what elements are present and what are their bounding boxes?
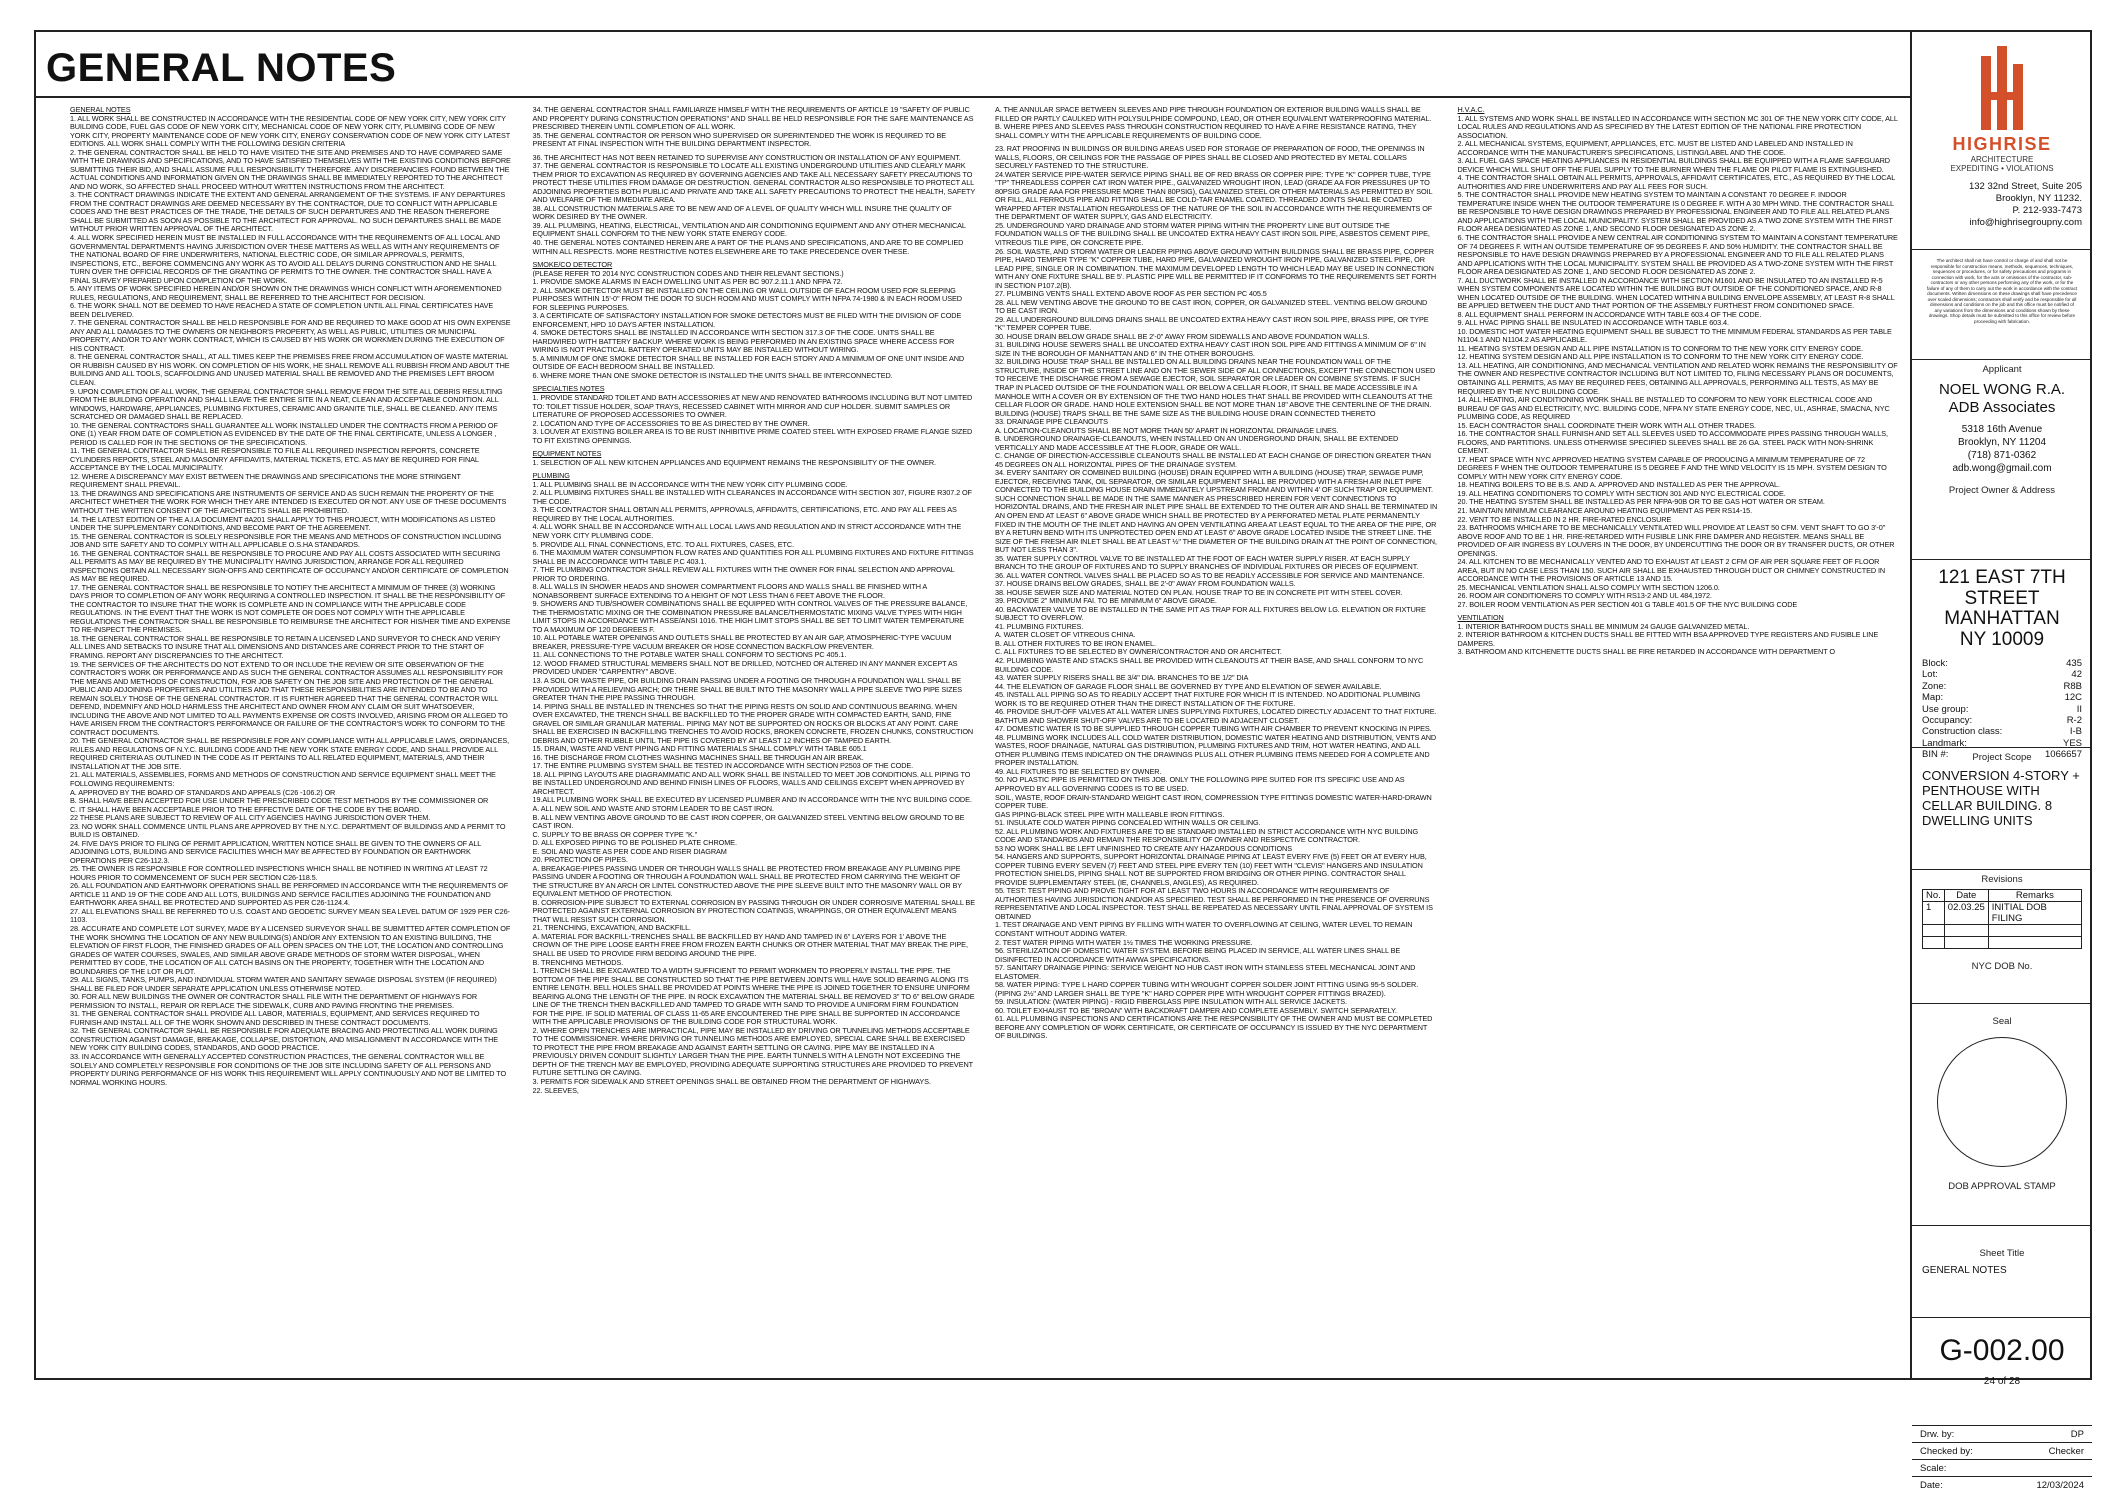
note-paragraph: 5. THE CONTRACTOR SHALL PROVIDE NEW HEATING SYSTEM TO MAINTAIN A CONSTANT 70 DEGREE F. INDOOR TEMPERATURE INSIDE WHEN THE OUTDOOR TEMPERATURE IS 0 DEGREE F. WITH A 30 MPH WIND. THE CONTRACTOR SHALL BE RESPONSIBLE TO HAVE DESIGN DRAWINGS PREPARED BY PROFESSIONAL ENGINEER AND TO FILE ALL RELATED PLANS AND APPLICATIONS WITH THE LOCAL MUNICIPALITY. SYSTEM SHALL BE PROVIDED AS A TWO ZONE SYSTEM WITH THE FIRST FLOOR AREA DESIGNATED AS ZONE 1, AND SECOND FLOOR DESIGNATED AS ZONE 2. (1457, 190, 1894, 234)
drawing-info-rows (1912, 1426, 2092, 1494)
revision-cell (1923, 925, 1945, 937)
notes-column-2 (533, 106, 976, 1370)
project-info-key: Use group: (1922, 703, 1969, 715)
note-paragraph: 16. THE GENERAL CONTRACTOR SHALL BE RESPONSIBLE TO PROCURE AND PAY ALL COSTS ASSOCIATED WITH SECURING ALL PERMITS AS MAY BE REQUIRED BY THE MUNICIPALITY HAVING JURISDICTION, ARRANGE FOR ALL REQUIRED INSPECTIONS OBTAIN ALL NECESSARY SIGN-OFFS AND CERTIFICATE OF OCCUPANCY AND/OR CERTIFICATE OF COMPLETION AS MAY BE REQUIRED. (70, 548, 509, 584)
note-paragraph: B. ALL OTHER FIXTURES TO BE IRON ENAMEL. (995, 638, 1156, 648)
revision-cell (1988, 937, 2081, 949)
note-paragraph: 2. ALL MECHANICAL SYSTEMS, EQUIPMENT, APPLIANCES, ETC. MUST BE LISTED AND LABELED AND INSTALLED IN ACCORDANCE WITH THE MANUFACTURER'S SPECIFICATIONS, LISTING/LABEL AND THE CODE. (1457, 139, 1853, 157)
drawing-info-value: 12/03/2024 (2036, 1480, 2084, 1491)
note-paragraph: 10. DOMESTIC HOT WATER HEATING EQUIPMENT SHALL BE SUBJECT TO THE MINIMUM FEDERAL STANDARDS AS PER TABLE N1104.1 AND N1104.2 AS APPLICABLE. (1457, 326, 1892, 345)
note-paragraph: 2. THE GENERAL CONTRACTOR SHALL BE HELD TO HAVE VISITED THE SITE AND PREMISES AND TO HAVE COMPARED SAME WITH THE DRAWINGS AND SPECIFICATIONS, AND TO HAVE SATISFIED THEMSELVES WITH THE EXISTING CONDITIONS BEFORE SUBMITTING THEIR BID, AND SHALL ASSUME FULL RESPONSIBILITY THEREFORE. ANY DISCREPANCIES FOUND BETWEEN THE ACTUAL CONDITIONS AND INFORMATION GIVEN ON THE DRAWINGS SHALL BE IMMEDIATELY REPORTED TO THE ARCHITECT AND NO WORK, SO AFFECTED SHALL PROCEED WITHOUT WRITTEN INSTRUCTIONS FROM THE ARCHITECT. (70, 147, 511, 191)
note-paragraph: 1. SELECTION OF ALL NEW KITCHEN APPLIANCES AND EQUIPMENT REMAINS THE RESPONSIBILITY OF THE OWNER. (532, 457, 936, 467)
note-paragraph: 13. A SOIL OR WASTE PIPE, OR BUILDING DRAIN PASSING UNDER A FOOTING OR THROUGH A FOUNDATION WALL SHALL BE PROVIDED WITH A RELIEVING ARCH; OR THERE SHALL BE BUILT INTO THE MASONRY WALL A PIPE SLEEVE TWO PIPE SIZES GREATER THAN THE PIPE PASSING THROUGH. (532, 676, 962, 703)
note-paragraph: 39. PROVIDE 2" MINIMUM FAI. TO BE MINIMUM 6" ABOVE GRADE. (995, 596, 1217, 606)
project-address-line: 121 EAST 7TH (1938, 567, 2066, 588)
firm-phone: P. 212-933-7473 (2012, 205, 2082, 217)
note-paragraph: 59. INSULATION: (WATER PIPING) - RIGID FIBERGLASS PIPE INSULATION WITH ALL SERVICE JACKETS. (995, 997, 1347, 1007)
note-paragraph: 7. ALL DUCTWORK SHALL BE INSTALLED IN ACCORDANCE WITH SECTION M1601 AND BE INSULATED TO AN INSTALLED R-5 WHEN SYSTEM COMPONENTS ARE LOCATED WITHIN THE BUILDING BUT OUTSIDE OF THE CONDITIONED SPACE, AND R-8 WHEN LOCATED OUTSIDE OF THE BUILDING. WHEN LOCATED WITHIN A BUILDING ENVELOPE ASSEMBLY, AT LEAST R-8 SHALL BE APPLIED BETWEEN THE DUCT AND THAT PORTION OF THE ASSEMBLY FURTHEST FROM CONDITIONED SPACE. (1457, 275, 1895, 311)
note-paragraph: A. WATER CLOSET OF VITREOUS CHINA. (995, 630, 1136, 640)
project-info-row (1912, 715, 2092, 726)
project-info-key: Construction class: (1922, 726, 2003, 738)
note-paragraph: A. ALL NEW SOIL AND WASTE AND STORM LEADER TO BE CAST IRON. (532, 803, 774, 813)
note-paragraph: 15. DRAIN, WASTE AND VENT PIPING AND FITTING MATERIALS SHALL COMPLY WITH TABLE 605.1 (532, 744, 867, 754)
note-paragraph: 3. BATHROOM AND KITCHENETTE DUCTS SHALL BE FIRE RETARDED IN ACCORDANCE WITH DEPARTMENT O (1457, 647, 1835, 657)
note-paragraph: 58. WATER PIPING: TYPE L HARD COPPER TUBING WITH WROUGHT COPPER SOLDER JOINT FITTING USING 95-5 SOLDER. (PIPING 2½" AND LARGER SHALL BE TYPE "K" HARD COPPER PIPE WITH WROUGHT COPPER FITTINGS BRAZED). (995, 980, 1419, 998)
note-paragraph: B. WHERE PIPES AND SLEEVES PASS THROUGH CONSTRUCTION REQUIRED TO HAVE A FIRE RESISTANCE RATING, THEY SHALL COMPLY WITH THE APPLICABLE REQUIREMENTS OF BUILDING CODE. (995, 122, 1417, 140)
note-paragraph: 5. A MINIMUM OF ONE SMOKE DETECTOR SHALL BE INSTALLED FOR EACH STORY AND A MINIMUM OF ONE UNIT INSIDE AND OUTSIDE OF EACH BEDROOM SHALL BE INSTALLED. (532, 353, 965, 372)
note-paragraph: 17. THE ENTIRE PLUMBING SYSTEM SHALL BE TESTED IN ACCORDANCE WITH SECTION P2503 OF THE CODE. (532, 761, 914, 771)
note-paragraph: 17. THE GENERAL CONTRACTOR SHALL BE RESPONSIBLE TO NOTIFY THE ARCHITECT A MINIMUM OF THREE (3) WORKING DAYS PRIOR TO COMPLETION OF ANY WORK REQUIRING A CONTROLLED INSPECTION. IT SHALL BE THE RESPONSIBILITY OF THE CONTRACTOR TO INSURE THAT THE WORK IS COMPLETE AND IN COMPLIANCE WITH THE APPLICABLE CODE REGULATIONS. IN THE EVENT THAT THE WORK IS NOT COMPLETE OR DOES NOT COMPLY WITH THE APPLICABLE REGULATIONS THE CONTRACTOR SHALL BE RESPONSIBLE TO REIMBURSE THE ARCHITECT FOR HIS/HER TIME AND EXPENSE TO RE-INSPECT THE PREMISES. (70, 582, 511, 635)
project-info-value: 435 (2066, 658, 2082, 670)
note-paragraph: 45. INSTALL ALL PIPING SO AS TO READILY ACCEPT THAT FIXTURE FOR WHICH IT IS INTENDED. NO ADDITIONAL PLUMBING WORK IS TO BE REQUIRED OTHER THAN THE DIRECT INSTALLATION OF THE FIXTURE. (995, 690, 1421, 708)
drawing-info-row (1912, 1477, 2092, 1494)
revisions-label: Revisions (1981, 874, 2023, 885)
note-paragraph: B. TRENCHING METHODS. (532, 957, 624, 967)
rev-col-no: No. (1923, 890, 1945, 902)
firm-address-line: Brooklyn, NY 11232. (1995, 193, 2082, 205)
note-paragraph: 18. THE GENERAL CONTRACTOR SHALL BE RESPONSIBLE TO RETAIN A LICENSED LAND SURVEYOR TO CHECK AND VERIFY ALL LINES AND SETBACKS TO INSURE THAT ALL DIMENSIONS AND DISTANCES ARE CORRECT PRIOR TO THE START OF FRAMING. REPORT ANY DISCREPANCIES TO THE ARCHITECT. (70, 633, 501, 660)
note-paragraph: 32. THE GENERAL CONTRACTOR SHALL BE RESPONSIBLE FOR ADEQUATE BRACING AND PROTECTING ALL WORK DURING CONSTRUCTION AGAINST DAMAGE, BREAKAGE, COLLAPSE, DISTORTION, AND MISALIGNMENT IN ACCORDANCE WITH THE NEW YORK CITY BUILDING CODES, STANDARDS, AND GOOD PRACTICE. (70, 1026, 499, 1053)
note-paragraph: C. CHANGE OF DIRECTION-ACCESSIBLE CLEANOUTS SHALL BE INSTALLED AT EACH CHANGE OF DIRECTION GREATER THAN 45 DEGREES ON ALL HORIZONTAL PIPES OF THE DRAINAGE SYSTEM. (995, 451, 1431, 469)
note-paragraph: 8. ALL WALLS IN SHOWER HEADS AND SHOWER COMPARTMENT FLOORS AND WALLS SHALL BE FINISHED WITH A NONABSORBENT SURFACE EXTENDING TO A HEIGHT OF NOT LESS THAN 6 FEET ABOVE THE FLOOR. (532, 582, 927, 600)
project-info-value: R8B (2063, 680, 2082, 692)
seal-section (1912, 1016, 2092, 1226)
note-paragraph: 1. TRENCH SHALL BE EXCAVATED TO A WIDTH SUFFICIENT TO PERMIT WORKMEN TO PROPERLY INSTALL THE PIPE. THE BOTTOM OF THE PIPE SHALL BE CONSTRUCTED SO THAT THE PIPE BETWEEN JOINTS WILL HAVE SOLID BEARING ALONG ITS ENTIRE LENGTH. BELL HOLES SHALL BE PROVIDED AT POINTS WHERE THE PIPE IS JOINED TOGETHER TO ENSURE UNIFORM BEARING ALONG THE LENGTH OF THE PIPE. IN ROCK EXCAVATION THE MATERIAL SHALL BE REMOVED 3" TO 6" BELOW GRADE LINE OF THE TRENCH THEN BACKFILLED AND TAMPED TO GRADE WITH SAND TO PROVIDE A UNIFORM FIRM FOUNDATION FOR THE PIPE. IF SOLID MATERIAL OF CLASS 11-65 ARE ENCOUNTERED THE PIPE SHALL BE SUPPORTED IN ACCORDANCE WITH THE APPLICABLE PROVISIONS OF THE BUILDING CODE FOR STRUCTURAL WORK. (532, 966, 975, 1027)
note-paragraph: A. THE ANNULAR SPACE BETWEEN SLEEVES AND PIPE THROUGH FOUNDATION OR EXTERIOR BUILDING WALLS SHALL BE FILLED OR PARTLY CAULKED WITH POLYSULPHIDE COMPOUND, LEAD, OR OTHER EQUIVALENT WATERPROOFING MATERIAL. (995, 105, 1432, 123)
applicant-name-line: NOEL WONG R.A. (1938, 381, 2066, 398)
note-paragraph: B. CORROSION-PIPE SUBJECT TO EXTERNAL CORROSION BY PASSING THROUGH OR UNDER CORROSIVE MATERIAL SHALL BE PROTECTED AGAINST EXTERNAL CORROSION BY PROTECTION COATINGS, WRAPPINGS, OR OTHER EQUIVALENT MEANS THAT WILL RESIST SUCH CORROSION. (532, 897, 975, 924)
project-info-value: 42 (2071, 669, 2082, 681)
revision-row (1923, 937, 2082, 949)
note-paragraph: 28. ACCURATE AND COMPLETE LOT SURVEY, MADE BY A LICENSED SURVEYOR SHALL BE SUBMITTED AFTER COMPLETION OF THE WORK SHOWING THE LOCATION OF ANY NEW BUILDING(S) AND/OR ANY EXTENSION TO AN EXISTING BUILDING, THE ELEVATION OF FIRST FLOOR, THE FINISHED GRADES OF ALL OPEN SPACES ON THE LOT, THE LOCATION AND CONTROLLING GRADES OF WATER COURSES, SWALES, AND SIMILAR ABOVE GRADE METHODS OF STORM WATER DISPOSAL, WHEN PERMITTED BY CODE, THE LOCATION OF ALL CATCH BASINS ON THE PROPERTY, TOGETHER WITH THE LOCATION AND BOUNDARIES OF THE LOT OR PLOT. (70, 924, 511, 976)
note-paragraph: 53 NO WORK SHALL BE LEFT UNFINISHED TO CREATE ANY HAZARDOUS CONDITIONS (995, 843, 1292, 853)
sheet-number: G-002.00 (1939, 1334, 2065, 1367)
applicant-name (1912, 381, 2092, 417)
note-paragraph: 20. THE GENERAL CONTRACTOR SHALL BE RESPONSIBLE FOR ANY COMPLIANCE WITH ALL APPLICABLE LAWS, ORDINANCES, RULES AND REGULATIONS OF N.Y.C. BUILDING CODE AND THE NEW YORK STATE ENERGY CODE, AND SHALL PROVIDE ALL REQUIRED CRITERIA AS OUTLINED IN THE CODE AS IT PERTAINS TO ALL RELATED EQUIPMENT, MATERIALS, AND THEIR INSTALLATION AT THE JOB SITE. (70, 736, 510, 771)
note-paragraph: 33. IN ACCORDANCE WITH GENERALLY ACCEPTED CONSTRUCTION PRACTICES, THE GENERAL CONTRACTOR WILL BE SOLELY AND COMPLETELY RESPONSIBLE FOR CONDITIONS OF THE JOB SITE INCLUDING SAFETY OF ALL PERSONS AND PROPERTY DURING PERFORMANCE OF HIS WORK THIS REQUIREMENT WILL APPLY CONTINUOUSLY AND NOT BE LIMITED TO NORMAL WORKING HOURS. (70, 1051, 507, 1087)
note-paragraph: 18. HEATING BOILERS TO BE B.S. AND A. APPROVED AND INSTALLED AS PER THE APPROVAL. (1457, 480, 1780, 490)
note-paragraph: D. ALL EXPOSED PIPING TO BE POLISHED PLATE CHROME. (532, 838, 737, 848)
note-paragraph: 15. THE GENERAL CONTRACTOR IS SOLELY RESPONSIBLE FOR THE MEANS AND METHODS OF CONSTRUCTION INCLUDING JOB AND SITE SAFETY AND TO COMPLY WITH ALL APPLICABLE O.S.HA STANDARDS. (70, 531, 502, 550)
highrise-logo-icon (1979, 46, 2025, 130)
note-paragraph: 32. BUILDING HOUSE TRAP SHALL BE INSTALLED ON ALL BUILDING DRAINS NEAR THE FOUNDATION WALL OF THE STRUCTURE, INSIDE OF THE STREET LINE AND ON THE SEWER SIDE OF ALL CONNECTIONS, EXCEPT THE CONNECTION USED TO RECEIVE THE DISCHARGE FROM A SEWAGE EJECTOR, SOIL SEPARATOR OR LEADER ON COMBINE SYSTEMS. IF SUCH TRAP IN PLACED OUTSIDE OF THE FOUNDATION WALL OR BELOW A CELLAR FLOOR, IT SHALL BE MADE ACCESSIBLE IN A MANHOLE WITH A COVER OR BY EXTENSION OF THE TWO HAND HOLES THAT SHALL BE PROVIDED WITH CLEANOUTS AT THE CELLAR FLOOR OR GRADE. HAND HOLE EXTENSION SHALL BE NOT MORE THAN 18" ABOVE THE CENTERLINE OF THE DRAIN. BUILDING (HOUSE) TRAPS SHALL BE THE SAME SIZE AS THE BUILDING HOUSE DRAIN CONNECTED THERETO (995, 357, 1436, 418)
project-info-row (1912, 658, 2092, 669)
applicant-address-line: Brooklyn, NY 11204 (1957, 437, 2047, 448)
note-paragraph: 9. ALL HVAC PIPING SHALL BE INSULATED IN ACCORDANCE WITH TABLE 603.4. (1457, 318, 1729, 328)
sheet-number-section (1912, 1334, 2092, 1426)
note-paragraph: 30. FOR ALL NEW BUILDINGS THE OWNER OR CONTRACTOR SHALL FILE WITH THE DEPARTMENT OF HIGHWAYS FOR PERMISSION TO INSTALL, REPAIR OR REPLACE THE SIDEWALK, CURB AND PAVING FRONTING THE PREMISES. (70, 992, 478, 1010)
note-paragraph: 12. HEATING SYSTEM DESIGN AND ALL PIPE INSTALLATION IS TO CONFORM TO THE NEW YORK CITY ENERGY CODE. (1457, 352, 1864, 362)
note-paragraph: 2. LOCATION AND TYPE OF ACCESSORIES TO BE AS DIRECTED BY THE OWNER. (532, 418, 810, 428)
note-paragraph: 8. THE GENERAL CONTRACTOR SHALL, AT ALL TIMES KEEP THE PREMISES FREE FROM ACCUMULATION OF WASTE MATERIAL OR RUBBISH CAUSED BY HIS WORK. ON COMPLETION OF HIS WORK, HE SHALL REMOVE ALL RUBBISH FROM AND ABOUT THE BUILDING AND ALL TOOLS, SCAFFOLDING AND UNUSED MATERIAL SHALL BE REMOVED AND THE PREMISES LEFT BROOM CLEAN. (70, 352, 510, 387)
note-paragraph: 3. A CERTIFICATE OF SATISFACTORY INSTALLATION FOR SMOKE DETECTORS MUST BE FILED WITH THE DIVISION OF CODE ENFORCEMENT, HPD 10 DAYS AFTER INSTALLATION. (532, 311, 962, 329)
project-info-key: Block: (1922, 658, 1948, 670)
note-paragraph: 26. SOIL WASTE, AND STORM WATER OR LEADER PIPING ABOVE GROUND WITHIN BUILDINGS SHALL BE BRASS PIPE, COPPER PIPE, HARD TEMPER TYPE "K" COPPER TUBE, HARD PIPE, GALVANIZED WROUGHT IRON PIPE, GALVANIZED STEEL PIPE, OR LEAD PIPE, SINGLE OR IN COMBINATION. THE MAXIMUM DEVELOPED LENGTH TO WHICH LEAD MAY BE USED IN CONNECTION WITH ANY ONE FIXTURE SHALL BE 5'. PLASTIC PIPE WILL BE PERMITTED IF IT CONFORMS TO THE REQUIREMENTS SET FORTH IN SECTION P107.2(B). (995, 246, 1437, 290)
note-paragraph: 3. PERMITS FOR SIDEWALK AND STREET OPENINGS SHALL BE OBTAINED FROM THE DEPARTMENT OF HIGHWAYS. (532, 1076, 931, 1086)
note-paragraph: 7. THE PLUMBING CONTRACTOR SHALL REVIEW ALL FIXTURES WITH THE OWNER FOR FINAL SELECTION AND APPROVAL PRIOR TO ORDERING. (532, 565, 955, 583)
applicant-firm: ADB Associates (1948, 399, 2056, 416)
note-paragraph: 34. THE GENERAL CONTRACTOR SHALL FAMILIARIZE HIMSELF WITH THE REQUIREMENTS OF ARTICLE 19 "SAFETY OF PUBLIC AND PROPERTY DURING CONSTRUCTION OPERATIONS" AND SHALL BE HELD RESPONSIBLE FOR THE SAFE MAINTENANCE AS PRESCRIBED THEREIN UNTIL COMPLETION OF ALL WORK. (532, 105, 974, 132)
project-info-row (1912, 692, 2092, 703)
note-paragraph: 4. ALL WORK SHALL BE IN ACCORDANCE WITH ALL LOCAL LAWS AND REGULATION AND IN STRICT ACCORDANCE WITH THE NEW YORK CITY PLUMBING CODE. (532, 522, 962, 540)
note-paragraph: 51. INSULATE COLD WATER PIPING CONCEALED WITHIN WALLS OR CEILING. (995, 818, 1261, 828)
firm-address-line: 132 32nd Street, Suite 205 (1968, 181, 2082, 193)
page-title: GENERAL NOTES (46, 46, 397, 90)
note-paragraph: 8. ALL EQUIPMENT SHALL PERFORM IN ACCORDANCE WITH TABLE 603.4 OF THE CODE. (1457, 309, 1762, 319)
drawing-info-key: Date: (1920, 1480, 1943, 1491)
section-heading: PLUMBING (532, 471, 570, 481)
note-paragraph: 33. DRAINAGE PIPE CLEANOUTS (995, 417, 1108, 427)
note-paragraph: 12. WOOD FRAMED STRUCTURAL MEMBERS SHALL NOT BE DRILLED, NOTCHED OR ALTERED IN ANY MANNER EXCEPT AS PROVIDED UNDER "CARPENTRY" ABOVE. (532, 658, 958, 677)
note-paragraph: 47. DOMESTIC WATER IS TO BE SUPPLIED THROUGH COPPER TUBING WITH AIR CHAMBER TO PREVENT KNOCKING IN PIPES. (995, 724, 1432, 734)
note-paragraph: 22. VENT TO BE INSTALLED IN 2 HR. FIRE-RATED ENCLOSURE (1457, 514, 1672, 524)
note-paragraph: 3. LOUVER AT EXISTING BOILER AREA IS TO BE RUST INHIBITIVE PRIME COATED STEEL WITH EXPOSED FRAME FLANGE SIZED TO FIT EXISTING OPENINGS. (532, 427, 973, 445)
drawing-info-value: DP (2070, 1429, 2084, 1440)
note-paragraph: 9. SHOWERS AND TUB/SHOWER COMBINATIONS SHALL BE EQUIPPED WITH CONTROL VALVES OF THE PRESSURE BALANCE, THE THERMOSTATIC MIXING OR THE COMBINATION PRESSURE BALANCE/THERMOSTATIC MIXING VALVE TYPES WITH HIGH LIMIT STOPS IN ACCORDANCE WITH ASSE/ANSI 1016. THE HIGH LIMIT STOPS SHALL BE SET TO LIMIT WATER TEMPERATURE TO A MAXIMUM OF 120 DEGREES F. (532, 599, 968, 634)
note-paragraph: 9. UPON COMPLETION OF ALL WORK, THE GENERAL CONTRACTOR SHALL REMOVE FROM THE SITE ALL DEBRIS RESULTING FROM THE BUILDING OPERATION AND SHALL LEAVE THE ENTIRE SITE IN A NEAT, CLEAN AND ACCEPTABLE CONDITION. ALL WINDOWS, HARDWARE, APPLIANCES, PLUMBING FIXTURES, CERAMIC AND GRANITE TILE, SHALL BE CLEANED. ANY ITEMS SCRATCHED OR DAMAGED SHALL BE REPLACED. (70, 386, 503, 422)
note-paragraph: A. APPROVED BY THE BOARD OF STANDARDS AND APPEALS (C26 -106.2) OR (70, 787, 336, 797)
dob-number-label: NYC DOB No. (1971, 961, 2033, 972)
note-paragraph: 10. ALL POTABLE WATER OPENINGS AND OUTLETS SHALL BE PROTECTED BY AN AIR GAP, ATMOSPHERIC-TYPE VACUUM BREAKER, PRESSURE-TYPE VACUUM BREAKER OR HOSE CONNECTION BACKFLOW PREVENTER. (532, 633, 952, 651)
note-paragraph: 25. UNDERGROUND YARD DRAINAGE AND STORM WATER PIPING WITHIN THE PROPERTY LINE BUT OUTSIDE THE FOUNDATION WALLS OF THE BUILDING SHALL BE UNCOATED EXTRA HEAVY CAST IRON SOIL PIPE, ASBESTOS CEMENT PIPE, VITREOUS TILE PIPE, OR CONCRETE PIPE. (995, 220, 1430, 247)
applicant-phone: (718) 871-0362 (1967, 450, 2037, 461)
note-paragraph: 2. ALL PLUMBING FIXTURES SHALL BE INSTALLED WITH CLEARANCES IN ACCORDANCE WITH SECTION 307, FIGURE R307.2 OF THE CODE. (532, 488, 972, 506)
note-paragraph: 2. TEST WATER PIPING WITH WATER 1½ TIMES THE WORKING PRESSURE. (995, 937, 1253, 947)
note-paragraph: 37. HOUSE DRAINS BELOW GRADES, SHALL BE 2'-0" AWAY FROM FOUNDATION WALLS. (995, 579, 1296, 589)
note-paragraph: 12. WHERE A DISCREPANCY MAY EXIST BETWEEN THE DRAWINGS AND SPECIFICATIONS THE MORE STRINGENT REQUIREMENT SHALL PREVAIL. (70, 471, 461, 490)
note-paragraph: 46. PROVIDE SHUT-OFF VALVES AT ALL WATER LINES SUPPLYING FIXTURES, LOCATED DIRECTLY ADJACENT TO THAT FIXTURE. BATHTUB AND SHOWER SHUT-OFF VALVES ARE TO BE LOCATED IN ADJACENT CLOSET. (995, 707, 1437, 725)
section-heading: H.V.A.C. (1457, 105, 1485, 114)
section-heading: GENERAL NOTES (70, 105, 131, 114)
applicant-email: adb.wong@gmail.com (1952, 463, 2052, 474)
firm-logo-section (1912, 32, 2092, 250)
note-paragraph: 23. BATHROOMS WHICH ARE TO BE MECHANICALLY VENTILATED WILL PROVIDE AT LEAST 50 CFM. VENT SHAFT TO GO 3'-0" ABOVE ROOF AND TO BE 1 HR. FIRE-RETARDED WITH FUSIBLE LINK FIRE DAMPER AND REGISTER. MEANS SHALL BE PROVIDED OF AIR INGRESS BY LOUVERS IN THE DOOR, BY UNDERCUTTING THE DOOR OR BY TRANSFER DUCTS, OR OTHER OPENINGS. (1457, 523, 1895, 558)
sheet-title: GENERAL NOTES (1922, 1265, 2007, 1276)
note-paragraph: 3. ALL FUEL GAS SPACE HEATING APPLIANCES IN RESIDENTIAL BUILDINGS SHALL BE EQUIPPED WITH A FLAME SAFEGUARD DEVICE WHICH WILL SHUT OFF THE FUEL SUPPLY TO THE BURNER WHEN THE FLAME OR PILOT FLAME IS EXTINGUISHED. (1457, 156, 1890, 174)
note-paragraph: 26. ALL FOUNDATION AND EARTHWORK OPERATIONS SHALL BE PERFORMED IN ACCORDANCE WITH THE REQUIREMENTS OF ARTICLE 11 AND 19 OF THE CODE AND ALL LOTS, BUILDINGS AND SERVICE FACILITIES ADJOINING THE FOUNDATION AND EARTHWORK AREA SHALL BE PROTECTED AND SUPPORTED AS PER C26-1124.4. (70, 881, 509, 908)
note-paragraph: A. LOCATION-CLEANOUTS SHALL BE NOT MORE THAN 50' APART IN HORIZONTAL DRAINAGE LINES. (995, 425, 1339, 435)
note-paragraph: 26. ROOM AIR CONDITIONERS TO COMPLY WITH RS13-2 AND UL 484,1972. (1457, 591, 1712, 601)
note-paragraph: 57. SANITARY DRAINAGE PIPING: SERVICE WEIGHT NO HUB CAST IRON WITH STAINLESS STEEL MECHANICAL JOINT AND ELASTOMER. (995, 963, 1416, 981)
note-paragraph: 28. ALL NEW VENTING ABOVE THE GROUND TO BE CAST IRON, COPPER, OR GALVANIZED STEEL. VENTING BELOW GROUND TO BE CAST IRON. (995, 297, 1428, 316)
sheet-current: 24 (1983, 1376, 1996, 1387)
project-info-key: Occupancy: (1922, 715, 1973, 727)
revision-row (1923, 902, 2082, 925)
note-paragraph: 4. SMOKE DETECTORS SHALL BE INSTALLED IN ACCORDANCE WITH SECTION 317.3 OF THE CODE. UNITS SHALL BE HARDWIRED WITH BATTERY BACKUP. WHERE WORK IS BEING PERFORMED IN AN EXISTING SPACE WHERE ACCESS FOR WIRING IS NOT PRACTICAL BATTERY OPERATED UNITS MAY BE INSTALLED WITHOUT WIRING. (532, 328, 955, 355)
note-paragraph: 55. TEST: TEST PIPING AND PROVE TIGHT FOR AT LEAST TWO HOURS IN ACCORDANCE WITH REQUIREMENTS OF AUTHORITIES HAVING JURISDICTION AND/OR AS SPECIFIED. TEST SHALL BE PERFORMED IN THE PRESENCE OF OVERRUNS REPRESENTATIVE AND LOCAL INSPECTOR. TEST SHALL BE REPEATED AS NECESSARY UNTIL FINAL APPROVAL OF SYSTEM IS OBTAINED (995, 886, 1433, 921)
note-paragraph: GAS PIPING-BLACK STEEL PIPE WITH MALLEABLE IRON FITTINGS. (995, 809, 1225, 819)
section-heading: EQUIPMENT NOTES (532, 449, 602, 459)
note-paragraph: 11. THE GENERAL CONTRACTOR SHALL BE RESPONSIBLE TO FILE ALL REQUIRED INSPECTION REPORTS, CONCRETE CYLINDERS REPORTS, STEEL AND MASONRY AFFIDAVITS, MATERIAL TICKETS, ETC. AS MAY BE REQUIRED FOR FINAL ACCEPTANCE BY THE LOCAL MUNICIPALITY. (70, 446, 480, 473)
note-paragraph: 36. THE ARCHITECT HAS NOT BEEN RETAINED TO SUPERVISE ANY CONSTRUCTION OR INSTALLATION OF ANY EQUIPMENT. (532, 152, 961, 162)
note-paragraph: 1. ALL WORK SHALL BE CONSTRUCTED IN ACCORDANCE WITH THE RESIDENTIAL CODE OF NEW YORK CITY, NEW YORK CITY BUILDING CODE, FUEL GAS CODE OF NEW YORK CITY, MECHANICAL CODE OF NEW YORK CITY, PLUMBING CODE OF NEW YORK CITY, PROPERTY MAINTENANCE CODE OF NEW YORK CITY, ENERGY CONSERVATION CODE OF NEW YORK CITY LATEST EDITIONS. ALL WORK SHALL COMPLY WITH THE FOLLOWING DESIGN CRITERIA (70, 113, 511, 149)
project-address-line: STREET MANHATTAN (1944, 587, 2060, 630)
note-paragraph: 31. BUILDING HOUSE SEWERS SHALL BE UNCOATED EXTRA HEAVY CAST IRON SOIL PIPE AND FITTINGS A MINIMUM OF 6" IN SIZE IN THE BOROUGH OF MANHATTAN AND 6" IN THE OTHER BOROUGHS. (995, 340, 1426, 358)
rev-col-remarks: Remarks (1988, 890, 2081, 902)
note-paragraph: 49. ALL FIXTURES TO BE SELECTED BY OWNER. (995, 766, 1162, 776)
sheet-title-label: Sheet Title (1979, 1248, 2025, 1259)
note-paragraph: 1. PROVIDE STANDARD TOILET AND BATH ACCESSORIES AT NEW AND RENOVATED BATHROOMS INCLUDING BUT NOT LIMITED TO: TOILET TISSUE HOLDER, SOAP TRAYS, RECESSED CABINET WITH MIRROR AND CUP HOLDER. SUBMIT SAMPLES OR LITERATURE OF PROPOSED ACCESSORIES TO OWNER. (532, 393, 973, 420)
sheet-count (1912, 1376, 2092, 1387)
note-paragraph: 22. SLEEVES, (532, 1085, 579, 1095)
note-paragraph: 2. WHERE OPEN TRENCHES ARE IMPRACTICAL, PIPE MAY BE INSTALLED BY DRIVING OR TUNNELING METHODS ACCEPTABLE TO THE COMMISSIONER. WHERE DRIVING OR TUNNELING METHODS ARE EMPLOYED, SPECIAL CARE SHALL BE EXERCISED TO PROTECT THE PIPE FROM BREAKAGE AND AGAINST EARTH SETTLING OR CAVING. PIPE MAY BE INSTALLED IN A PREVIOUSLY DRIVEN CONDUIT SLIGHTLY LARGER THAN THE PIPE. EARTH TUNNELS WITH A LENGTH NOT EXCEEDING THE DEPTH OF THE TRENCH MAY BE EMPLOYED, PROVIDING ADEQUATE SUPPORTING STRUCTURES ARE PROVIDED TO PREVENT FUTURE SETTLING OR CAVING. (532, 1025, 973, 1078)
project-info-key: Lot: (1922, 669, 1938, 681)
note-paragraph: C. SUPPLY TO BE BRASS OR COPPER TYPE "K." (532, 829, 698, 839)
note-paragraph: 30. HOUSE DRAIN BELOW GRADE SHALL BE 2'-0" AWAY FROM SIDEWALLS AND ABOVE FOUNDATION WALLS. (995, 331, 1370, 341)
note-paragraph: 34. EVERY SANITARY OR COMBINED BUILDING (HOUSE) DRAIN EQUIPPED WITH A BUILDING (HOUSE) TRAP, SEWAGE PUMP, EJECTOR, RECEIVING TANK, OIL SEPARATOR, OR SIMILAR EQUIPMENT SHALL BE PROVIDED WITH A FRESH AIR INLET PIPE CONNECTED TO THE BUILDING HOUSE DRAIN IMMEDIATELY UPSTREAM FROM AND WITHIN 4' OF SUCH TRAP OR EQUIPMENT. SUCH CONNECTION SHALL BE MADE IN THE SAME MANNER AS PRESCRIBED HEREIN FOR VENT CONNECTIONS TO HORIZONTAL DRAINS, AND THE FRESH AIR INLET PIPE SHALL BE EXTENDED TO THE OUTER AIR AND SHALL BE TERMINATED IN AN OPEN END AT LEAST 6" ABOVE GRADE WHICH SHALL BE PROTECTED BY A PERFORATED METAL PLATE PERMANENTLY FIXED IN THE MOUTH OF THE INLET AND HAVING AN OPEN VENTILATING AREA AT LEAST EQUAL TO THE AREA OF THE PIPE, OR BY A RETURN BEND WITH ITS UNPROTECTED OPEN END AT LEAST 6" ABOVE GRADE LOCATED INSIDE THE STREET LINE. THE SIZE OF THE FRESH AIR INLET SHALL BE AT LEAST ½" THE DIAMETER OF THE BUILDING DRAIN AT THE POINT OF CONNECTION, BUT NOT LESS THAN 3". (995, 468, 1438, 555)
note-paragraph: 6. WHERE MORE THAN ONE SMOKE DETECTOR IS INSTALLED THE UNITS SHALL BE INTERCONNECTED. (532, 370, 893, 380)
note-paragraph: 35. THE GENERAL CONTRACTOR OR PERSON WHO SUPERVISED OR SUPERINTENDED THE WORK IS REQUIRED TO BE PRESENT AT FINAL INSPECTION WITH THE BUILDING DEPARTMENT INSPECTOR. (532, 130, 947, 149)
project-info-row (1912, 738, 2092, 749)
notes-column-1 (70, 106, 513, 1370)
seal-circle (1937, 1037, 2067, 1167)
note-paragraph: 14. PIPING SHALL BE INSTALLED IN TRENCHES SO THAT THE PIPING RESTS ON SOLID AND CONTINUOUS BEARING. WHEN OVER EXCAVATED, THE TRENCH SHALL BE BACKFILLED TO THE PROPER GRADE WITH COMPACTED EARTH, SAND, FINE GRAVEL OR SIMILAR GRANULAR MATERIAL. PIPING MAY NOT BE SUPPORTED ON ROCKS OR BLOCKS AT ANY POINT. CARE SHALL BE EXERCISED IN BACKFILLING TRENCHES TO AVOID ROCKS, BROKEN CONCRETE, FROZEN CHUNKS, CONSTRUCTION DEBRIS AND OTHER RUBBLE UNTIL THE PIPE IS COVERED BY AT LEAST 12 INCHES OF TAMPED EARTH. (532, 701, 974, 745)
note-paragraph: 17. HEAT SPACE WITH NYC APPROVED HEATING SYSTEM CAPABLE OF PRODUCING A MINIMUM TEMPERATURE OF 72 DEGREES F WHEN THE OUTDOOR TEMPERATURE IS 5 DEGREE F AND THE WIND VELOCITY IS 15 MPH. SYSTEM DESIGN TO COMPLY WITH NEW YORK CITY ENERGY CODE. (1457, 454, 1887, 481)
note-paragraph: 7. THE GENERAL CONTRACTOR SHALL BE HELD RESPONSIBLE FOR AND BE REQUIRED TO MAKE GOOD AT HIS OWN EXPENSE ANY AND ALL DAMAGES TO THE OWNERS OR NEIGHBOR'S PROPERTY, AS WELL AS PUBLIC, UTILITIES OR MUNICIPAL PROPERTY, AND/OR TO ANY WORK CONTRACT, WHICH IS CAUSED BY HIS WORK OR WORKMEN DURING THE EXECUTION OF HIS CONTRACT. (70, 318, 511, 353)
sheet-of-word: of (1997, 1376, 2007, 1387)
note-paragraph: 29. ALL UNDERGROUND BUILDING DRAINS SHALL BE UNCOATED EXTRA HEAVY CAST IRON SOIL PIPE, BRASS PIPE, OR TYPE "K" TEMPER COPPER TUBE. (995, 314, 1429, 333)
note-paragraph: 61. ALL PLUMBING INSPECTIONS AND CERTIFICATIONS ARE THE RESPONSIBILITY OF THE OWNER AND MUST BE COMPLETED BEFORE ANY COMPLETION OF WORK CERTIFICATE, OR CERTIFICATE OF OCCUPANCY IS ISSUED BY THE NYC DEPARTMENT OF BUILDINGS. (995, 1014, 1433, 1041)
note-paragraph: 1. INTERIOR BATHROOM DUCTS SHALL BE MINIMUM 24 GAUGE GALVANIZED METAL. (1457, 621, 1750, 631)
note-paragraph: 36. ALL WATER CONTROL VALVES SHALL BE PLACED SO AS TO BE READILY ACCESSIBLE FOR SERVICE AND MAINTENANCE. (995, 570, 1425, 580)
note-paragraph: 40. BACKWATER VALVE TO BE INSTALLED IN THE SAME PIT AS TRAP FOR ALL FIXTURES BELOW LG. ELEVATION OR FIXTURE SUBJECT TO OVERFLOW. (995, 604, 1426, 623)
note-paragraph: 10. THE GENERAL CONTRACTORS SHALL GUARANTEE ALL WORK INSTALLED UNDER THE CONTRACTS FROM A PERIOD OF ONE (1) YEAR FROM DATE OF COMPLETION AS EVIDENCED BY THE DATE OF THE FINAL CERTIFICATE, UNLESS A LONGER , PERIOD IS CALLED FOR IN THE SECTIONS OF THE SPECIFICATIONS. (70, 420, 498, 447)
applicant-section (1912, 364, 2092, 560)
note-paragraph: 6. THE CONTRACTOR SHALL PROVIDE A NEW CENTRAL AIR CONDITIONING SYSTEM TO MAINTAIN A CONSTANT TEMPERATURE OF 74 DEGREES F. WITH AN OUTSIDE TEMPERATURE OF 95 DEGREES F. AND 50% HUMIDITY. THE CONTRACTOR SHALL BE RESPONSIBLE TO HAVE DESIGN DRAWINGS PREPARED BY A PROFESSIONAL ENGINEER AND TO FILE ALL RELATED PLANS AND APPLICATIONS WITH THE LOCAL MUNICIPALITY. SYSTEM SHALL BE PROVIDED AS A TWO-ZONE SYSTEM WITH THE FIRST FLOOR AREA DESIGNATED AS ZONE 1, AND SECOND FLOOR DESIGNATED AS ZONE 2. (1457, 232, 1898, 277)
applicant-label: Applicant (1982, 364, 2022, 375)
note-paragraph: B. UNDERGROUND DRAINAGE-CLEANOUTS, WHEN INSTALLED ON AN UNDERGROUND DRAIN, SHALL BE EXTENDED VERTICALLY AND MADE ACCESSIBLE AT THE FLOOR, GRADE OR WALL. (995, 434, 1399, 452)
revision-cell: 02.03.25 (1944, 902, 1988, 925)
note-paragraph: E. SOIL AND WASTE AS PER CODE AND RISER DIAGRAM (532, 846, 727, 856)
note-paragraph: A. BREAKAGE-PIPES PASSING UNDER OR THROUGH WALLS SHALL BE PROTECTED FROM BREAKAGE ANY PLUMBING PIPE PASSING UNDER A FOOTING OR THROUGH A FOUNDATION WALL SHALL BE PROTECTED FROM CARRYING THE WEIGHT OF THE STRUCTURE BY AN ARCH OR LINTEL CONSTRUCTED ABOVE THE PIPE SLEEVE BUILT INTO THE MASONRY WALL OR BY EQUIVALENT METHOD OF PROTECTION. (532, 863, 962, 899)
note-paragraph: 1. PROVIDE SMOKE ALARMS IN EACH DWELLING UNIT AS PER BC 907.2.11.1 AND NFPA 72. (532, 277, 843, 287)
notes-columns (70, 106, 1900, 1370)
note-paragraph: 24. FIVE DAYS PRIOR TO FILING OF PERMIT APPLICATION, WRITTEN NOTICE SHALL BE GIVEN TO THE OWNERS OF ALL ADJOINING LOTS, BUILDING AND SERVICE FACILITIES WHICH MAY BE AFFECTED BY FOUNDATION OR EARTHWORK OPERATIONS PER C26-112.3. (70, 838, 481, 865)
note-paragraph: 11. ALL CONNECTIONS TO THE POTABLE WATER SHALL CONFORM TO SECTIONS PC 405.1. (532, 650, 847, 660)
revision-cell (1923, 937, 1945, 949)
project-info-row (1912, 681, 2092, 692)
note-paragraph: 39. ALL PLUMBING, HEATING, ELECTRICAL, VENTILATION AND AIR CONDITIONING EQUIPMENT AND ANY OTHER MECHANICAL EQUIPMENT SHALL CONFORM TO THE NEW YORK STATE ENERGY CODE. (532, 220, 966, 239)
note-paragraph: 19.ALL PLUMBING WORK SHALL BE EXECUTED BY LICENSED PLUMBER AND IN ACCORDANCE WITH THE NYC BUILDING CODE. (532, 795, 972, 805)
note-paragraph: 6. THE WORK SHALL NOT BE DEEMED TO HAVE REACHED A STATE OF COMPLETION UNTIL ALL FINAL CERTIFICATES HAVE BEEN DELIVERED. (70, 301, 494, 319)
note-paragraph: 3. THE CONTRACTOR SHALL OBTAIN ALL PERMITS, APPROVALS, AFFIDAVITS, CERTIFICATIONS, ETC. AND PAY ALL FEES AS REQUIRED BY THE LOCAL AUTHORITIES. (532, 505, 957, 523)
firm-logo-name: HIGHRISE (1952, 134, 2052, 154)
notes-area (36, 32, 1912, 1378)
scope-text: CONVERSION 4-STORY + PENTHOUSE WITH CELLAR BUILDING. 8 DWELLING UNITS (1922, 768, 2080, 828)
project-info-value: 12C (2064, 692, 2082, 704)
note-paragraph: 21. TRENCHING, EXCAVATION, AND BACKFILL. (532, 923, 691, 933)
note-paragraph: 15. EACH CONTRACTOR SHALL COORDINATE THEIR WORK WITH ALL OTHER TRADES. (1457, 420, 1756, 430)
firm-tagline-2: EXPEDITING • VIOLATIONS (1950, 164, 2054, 174)
seal-label: Seal (1992, 1016, 2012, 1027)
section-heading: VENTILATION (1457, 613, 1504, 623)
project-info-key: Map: (1922, 692, 1944, 704)
project-address-line: NY 10009 (1959, 628, 2045, 650)
revision-cell (1944, 937, 1988, 949)
project-info-value: R-2 (2066, 715, 2082, 727)
note-paragraph: B. ALL NEW VENTING ABOVE GROUND TO BE CAST IRON COPPER, OR GALVANIZED STEEL VENTING BELOW GROUND TO BE CAST IRON. (532, 812, 965, 831)
revisions-header-row (1923, 890, 2082, 902)
note-paragraph: 16. THE CONTRACTOR SHALL FURNISH AND SET ALL SLEEVES USED TO ACCOMMODATE PIPES PASSING THROUGH WALLS, FLOORS, AND PARTITIONS. UNLESS OTHERWISE SPECIFIED SLEEVES SHALL BE 26 GA. STEEL PACK WITH NON-SHRINK CEMENT. (1457, 429, 1888, 456)
note-paragraph: 14. THE LATEST EDITION OF THE A.I.A DOCUMENT #A201 SHALL APPLY TO THIS PROJECT, WITH MODIFICATIONS AS LISTED UNDER THE SUPPLEMENTARY CONDITIONS, AND BECOME PART OF THE AGREEMENT. (70, 514, 496, 533)
note-paragraph: 20. THE HEATING SYSTEM SHALL BE INSTALLED AS PER NFPA-90B OR TO BE GAS HOT WATER OR STEAM. (1457, 497, 1825, 507)
project-address (1912, 568, 2092, 650)
note-paragraph: 21. MAINTAIN MINIMUM CLEARANCE AROUND HEATING EQUIPMENT AS PER RS14-15. (1457, 505, 1753, 515)
project-info-key: Zone: (1922, 680, 1947, 692)
note-paragraph: B. SHALL HAVE BEEN ACCEPTED FOR USE UNDER THE PRESCRIBED CODE TEST METHODS BY THE COMMISSIONER OR (70, 796, 489, 806)
note-paragraph: 29. ALL SIGNS, TANKS, PUMPS, AND INDIVIDUAL STORM WATER AND SANITARY SEWAGE DISPOSAL SYSTEM (IF REQUIRED) SHALL BE FILED FOR UNDER SEPARATE APPLICATION UNLESS OTHERWISE NOTED. (70, 975, 497, 993)
notes-column-3 (995, 106, 1438, 1370)
drawing-info-key: Checked by: (1920, 1446, 1973, 1457)
rev-col-date: Date (1944, 890, 1988, 902)
project-scope-section (1912, 752, 2092, 870)
note-paragraph: 44. THE ELEVATION OF GARAGE FLOOR SHALL BE GOVERNED BY TYPE AND ELEVATION OF SEWER AVAILABLE. (995, 681, 1382, 691)
note-paragraph: C. ALL FIXTURES TO BE SELECTED BY OWNER/CONTRACTOR AND OR ARCHITECT. (995, 647, 1282, 657)
notes-column-4 (1458, 106, 1901, 1370)
note-paragraph: 13. ALL HEATING, AIR CONDITIONING, AND MECHANICAL VENTILATION AND RELATED WORK REMAINS THE RESPONSIBILITY OF THE OWNER AND RESPECTIVE CONTRACTOR INCLUDING BUT NOT LIMITED TO, FILING NECESSARY PLANS OR DOCUMENTS, OBTAINING ALL PERMITS, AS MAY BE REQUIRED FEES, OBTAINING ALL APPROVALS, PERFORMING ALL TESTS, AS MAY BE REQUIRED BY THE NYC BUILDING CODE. (1457, 360, 1898, 396)
note-paragraph: 4. ALL WORK SPECIFIED HEREIN MUST BE INSTALLED IN FULL ACCORDANCE WITH THE REQUIREMENTS OF ALL LOCAL AND GOVERNMENTAL DEPARTMENTS HAVING JURISDICTION OVER THESE MATTERS AS WELL AS WITH ANY REQUIREMENTS OF THE NATIONAL BOARD OF FIRE UNDERWRITERS, NATIONAL ELECTRIC CODE, OR SIMILAR APPROVALS, PERMITS, INSPECTIONS, ETC., BEFORE COMMENCING ANY WORK AS TO AVOID ALL DELAYS DURING CONSTRUCTION AND HE SHALL TURN OVER THE OFFICIAL RECORDS OF THE GRANTING OF PERMITS TO THE OWNER. THE CONTRACTOR SHALL HAVE A FINAL SURVEY PREPARED UPON COMPLETION OF THE WORK. (70, 232, 501, 285)
note-paragraph: A. MATERIAL FOR BACKFILL-TRENCHES SHALL BE BACKFILLED BY HAND AND TAMPED IN 6" LAYERS FOR 1' ABOVE THE CROWN OF THE PIPE LOOSE EARTH FREE FROM FROZEN EARTH CHUNKS OR OTHER MATERIAL THAT MAY BREAK THE PIPE, SHALL BE USED TO PROVIDE FIRM BEDDING AROUND THE PIPE. (532, 931, 968, 958)
note-paragraph: 41. PLUMBING FIXTURES. (995, 621, 1084, 631)
project-info-key: BIN #: (1922, 749, 1949, 761)
revision-cell (1944, 925, 1988, 937)
project-info-key: Landmark: (1922, 737, 1967, 749)
note-paragraph: SOIL, WASTE, ROOF DRAIN-STANDARD WEIGHT CAST IRON, COMPRESSION TYPE FITTINGS DOMESTIC WATER-HARD-DRAWN COPPER TUBE. (995, 792, 1432, 811)
note-paragraph: 48. PLUMBING WORK INCLUDES ALL COLD WATER DISTRIBUTION, DOMESTIC WATER HEATING AND DISTRIBUTION, VENTS AND WASTES, ROOF DRAINAGE, NATURAL GAS DISTRIBUTION, PLUMBING FIXTURES AND TRIM, HOT WATER HEATING, AND ALL OTHER PLUMBING ITEMS INDICATED ON THE DRAWINGS PLUS ALL OTHER PLUMBING ITEMS NEEDED FOR A COMPLETE AND PROPER INSTALLATION. (995, 732, 1437, 768)
project-info-list (1912, 658, 2092, 761)
project-info-row (1912, 726, 2092, 737)
note-paragraph: 16. THE DISCHARGE FROM CLOTHES WASHING MACHINES SHALL BE THROUGH AN AIR BREAK. (532, 752, 864, 762)
note-paragraph: 18. ALL PIPING LAYOUTS ARE DIAGRAMMATIC AND ALL WORK SHALL BE INSTALLED TO MEET JOB CONDITIONS. ALL PIPING TO BE INSTALLED UNDERGROUND AND BEHIND FINISH LINES OF FLOORS, WALLS AND CEILINGS EXCEPT WHEN APPROVED BY ARCHITECT. (532, 769, 971, 796)
note-paragraph: 52. ALL PLUMBING WORK AND FIXTURES ARE TO BE STANDARD INSTALLED IN STRICT ACCORDANCE WITH NYC BUILDING CODE AND STANDARDS AND REMAIN THE RESPONSIBILITY OF OWNER AND RESPECTIVE CONTRACTOR. (995, 826, 1419, 845)
note-paragraph: 1. ALL SYSTEMS AND WORK SHALL BE INSTALLED IN ACCORDANCE WITH SECTION MC 301 OF THE NEW YORK CITY CODE, ALL LOCAL RULES AND REGULATIONS AND AS SPECIFIED BY THE LATEST EDITION OF THE NATIONAL FIRE PROTECTION ASSOCIATION. (1457, 113, 1898, 140)
note-paragraph: 22 THESE PLANS ARE SUBJECT TO REVIEW OF ALL CITY AGENCIES HAVING JURISDICTION OVER THEM. (70, 813, 431, 823)
note-paragraph: 56. STERILIZATION OF DOMESTIC WATER SYSTEM. BEFORE BEING PLACED IN SERVICE, ALL WATER LINES SHALL BE DISINFECTED IN ACCORDANCE WITH AWWA SPECIFICATIONS. (995, 946, 1401, 964)
note-paragraph: 25. THE OWNER IS RESPONSIBLE FOR CONTROLLED INSPECTIONS WHICH SHALL BE NOTIFIED IN WRITING AT LEAST 72 HOURS PRIOR TO COMMENCEMENT OF SUCH PER SECTION C26-118.5. (70, 864, 488, 882)
note-paragraph: 40. THE GENERAL NOTES CONTAINED HEREIN ARE A PART OF THE PLANS AND SPECIFICATIONS, AND ARE TO BE COMPLIED WITHIN ALL RESPECTS. MORE RESTRICTIVE NOTES ELSEWHERE ARE TO TAKE PRECEDENCE OVER THESE. (532, 237, 964, 256)
note-paragraph: 27. PLUMBING VENTS SHALL EXTEND ABOVE ROOF AS PER SECTION PC 405.5 (995, 289, 1267, 299)
firm-tagline-1: ARCHITECTURE (1970, 155, 2034, 164)
note-paragraph: 1. TEST DRAINAGE AND VENT PIPING BY FILLING WITH WATER TO OVERFLOWING AT CEILING, WATER LEVEL TO REMAIN CONSTANT WITHOUT ADDING WATER. (995, 920, 1413, 938)
revision-row (1923, 925, 2082, 937)
title-block (1912, 32, 2092, 1491)
note-paragraph: 5. ANY ITEMS OF WORK SPECIFIED HEREIN AND/OR SHOWN ON THE DRAWINGS WHICH CONFLICT WITH AFOREMENTIONED RULES, REGULATIONS, AND REQUIREMENT, SHALL BE REFERRED TO THE ARCHITECT FOR DECISION. (70, 284, 502, 302)
project-info-row (1912, 704, 2092, 715)
note-paragraph: 19. THE SERVICES OF THE ARCHITECTS DO NOT EXTEND TO OR INCLUDE THE REVIEW OR SITE OBSERVATION OF THE CONTRACTOR'S WORK OR PERFORMANCE AND AS SUCH THE GENERAL CONTRACTOR ASSUMES ALL RESPONSIBILITY FOR THE MEANS AND METHODS OF CONSTRUCTION, FOR JOB SAFETY ON THE JOB SITE AND PROTECTION OF THE GENERAL PUBLIC AND ADJOINING PROPERTIES AND UTILITIES AND THAT THESE RESPONSIBILITIES ARE INTENDED TO BE AND TO REMAIN SOLELY THOSE OF THE GENERAL CONTRACTOR. IT IS FURTHER AGREED THAT THE GENERAL CONTRACTOR WILL DEFEND, INDEMNIFY AND HOLD HARMLESS THE ARCHITECT AND OWNER FROM ANY CLAIM OR SUIT WHATSOEVER, INCLUDING THE ABOVE AND NOT LIMITED TO ALL PAYMENTS EXPENSE OR COSTS INVOLVED, ARISING FROM OR ALLEGED TO HAVE ARISEN FROM THE CONTRACTOR'S PERFORMANCE OR FAILURE OF THE CONTRACTOR'S WORK TO CONFORM TO THE CONTRACT DOCUMENTS. (70, 659, 508, 737)
stamp-label: DOB APPROVAL STAMP (1948, 1181, 2056, 1192)
note-paragraph: 35. WATER SUPPLY CONTROL VALVE TO BE INSTALLED AT THE FOOT OF EACH WATER SUPPLY RISER. AT EACH SUPPLY BRANCH TO THE GROUP OF FIXTURES AND TO SUPPLY BRANCHES OF INDIVIDUAL FIXTURES OR PIECES OF EQUIPMENT. (995, 553, 1419, 572)
sheet-total: 28 (2008, 1376, 2021, 1387)
revisions-section (1912, 874, 2092, 1004)
note-paragraph: 6. THE MAXIMUM WATER CONSUMPTION FLOW RATES AND QUANTITIES FOR ALL PLUMBING FIXTURES AND FIXTURE FITTINGS SHALL BE IN ACCORDANCE WITH TABLE P.C 403.1. (532, 548, 974, 566)
drawing-info-row (1912, 1443, 2092, 1460)
note-paragraph: 27. BOILER ROOM VENTILATION AS PER SECTION 401 G TABLE 401.5 OF THE NYC BUILDING CODE (1457, 599, 1798, 609)
note-paragraph: C. IT SHALL HAVE BEEN ACCEPTABLE PRIOR TO THE EFFECTIVE DATE OF THE CODE BY THE BOARD. (70, 804, 422, 814)
note-paragraph: 50. NO PLASTIC PIPE IS PERMITTED ON THIS JOB. ONLY THE FOLLOWING PIPE SUITED FOR ITS SPECIFIC USE AND AS APPROVED BY ALL GOVERNING CODES IS TO BE USED. (995, 775, 1405, 793)
drawing-sheet (34, 30, 2092, 1491)
note-paragraph: 54. HANGERS AND SUPPORTS, SUPPORT HORIZONTAL DRAINAGE PIPING AT LEAST EVERY FIVE (5) FEET OR AT EVERY HUB, COPPER TUBING EVERY SEVEN (7) FEET AND STEEL PIPE EVERY TEN (10) FEET WITH "CLEVIS" HANGERS AND INSULATION PROTECTION SHIELDS, PIPING SHALL NOT BE SUPPORTED FROM BRIDGING OR OTHER PIPING. CONTRACTOR SHALL PROVIDE SUPPLEMENTARY STEEL (IE, CHANNELS, ANGLES), AS REQUIRED. (995, 852, 1427, 887)
note-paragraph: 13. THE DRAWINGS AND SPECIFICATIONS ARE INSTRUMENTS OF SERVICE AND AS SUCH REMAIN THE PROPERTY OF THE ARCHITECT WHETHER THE WORK FOR WHICH THEY ARE INTENDED IS EXECUTED OR NOT. ANY USE OF THESE DOCUMENTS WITHOUT THE WRITTEN CONSENT OF THE ARCHITECTS SHALL BE PROHIBITED. (70, 488, 507, 515)
revisions-table (1922, 889, 2082, 949)
note-paragraph: 1. ALL PLUMBING SHALL BE IN ACCORDANCE WITH THE NEW YORK CITY PLUMBING CODE. (532, 479, 848, 489)
note-paragraph: 2. INTERIOR BATHROOM & KITCHEN DUCTS SHALL BE FITTED WITH BSA APPROVED TYPE REGISTERS AND FUSIBLE LINE DAMPERS. (1457, 630, 1879, 648)
section-heading: SMOKE/CO DETECTOR (532, 260, 613, 270)
note-paragraph: 21. ALL MATERIALS, ASSEMBLIES, FORMS AND METHODS OF CONSTRUCTION AND SERVICE EQUIPMENT SHALL MEET THE FOLLOWING REQUIREMENTS: (70, 770, 496, 788)
drawing-info-value: Checker (2048, 1446, 2084, 1457)
revision-cell (1988, 925, 2081, 937)
drawing-info-key: Scale: (1920, 1463, 1947, 1474)
note-paragraph: 24.WATER SERVICE PIPE-WATER SERVICE PIPING SHALL BE OF RED BRASS OR COPPER PIPE: TYPE "K" COPPER TUBE, TYPE "TP" THREADLESS COPPER CAT IRON WATER PIPE., GALVANIZED WROUGHT IRON, LEAD (GRADE AA FOR PRESSURES UP TO 80PSIG GRADE AAA FOR PRESSURE MORE THAN 80PSIG), GALVANIZED STEEL OR OTHER MATERIALS AS PERMITTED BY SOIL OR FILL, ALL FERROUS PIPE AND FITTING SHALL BE COLD-TAR ENAMEL COATED. THREADED JOINTS SHALL BE COATED WRAPPED AFTER INSTALLATION REGARDLESS OF THE NATURE OF THE SOIL IN ACCORDANCE WITH THE REQUIREMENTS OF THE DEPARTMENT OF WATER SUPPLY, GAS AND ELECTRICITY. (995, 169, 1433, 222)
note-paragraph: 38. HOUSE SEWER SIZE AND MATERIAL NOTED ON PLAN. HOUSE TRAP TO BE IN CONCRETE PIT WITH STEEL COVER. (995, 587, 1403, 597)
note-paragraph: (PLEASE REFER TO 2014 NYC CONSTRUCTION CODES AND THEIR RELEVANT SECTIONS.) (532, 268, 844, 278)
drawing-info-key: Drw. by: (1920, 1429, 1955, 1440)
revision-cell: 1 (1923, 902, 1945, 925)
note-paragraph: 20. PROTECTION OF PIPES. (532, 855, 628, 865)
note-paragraph: 14. ALL HEATING, AIR CONDITIONING WORK SHALL BE INSTALLED TO CONFORM TO NEW YORK ELECTRICAL CODE AND BUREAU OF GAS AND ELECTRICITY, NYC. BUILDING CODE, NFPA NY STATE ENERGY CODE, NEC, UL, ASHRAE, SMACNA, NYC PLUMBING CODE, AS REQUIRED (1457, 395, 1890, 422)
note-paragraph: 42. PLUMBING WASTE AND STACKS SHALL BE PROVIDED WITH CLEANOUTS AT THEIR BASE, AND SHALL CONFORM TO NYC BUILDING CODE. (995, 656, 1424, 674)
note-paragraph: 5. PROVIDE ALL FINAL CONNECTIONS, ETC. TO ALL FIXTURES, CASES, ETC. (532, 539, 794, 549)
note-paragraph: 38. ALL CONSTRUCTION MATERIALS ARE TO BE NEW AND OF A LEVEL OF QUALITY WHICH WILL INSURE THE QUALITY OF WORK DESIRED BY THE OWNER. (532, 203, 952, 222)
note-paragraph: 4. THE CONTRACTOR SHALL OBTAIN ALL PERMITS, APPROVALS, AFFIDAVIT CERTIFICATES, ETC., AS REQUIRED BY THE LOCAL AUTHORITIES AND FIRE UNDERWRITERS AND PAY ALL FEES FOR SUCH. (1457, 173, 1895, 191)
firm-address (1912, 181, 2092, 229)
note-paragraph: 60. TOILET EXHAUST TO BE "BROAN" WITH BACKDRAFT DAMPER AND COMPLETE ASSEMBLY. SWITCH SEPARATELY. (995, 1005, 1397, 1015)
firm-email: info@highrisegroupny.com (1969, 217, 2082, 228)
note-paragraph: 19. ALL HEATING CONDITIONERS TO COMPLY WITH SECTION 301 AND NYC ELECTRICAL CODE. (1457, 488, 1786, 498)
drawing-info-row (1912, 1460, 2092, 1477)
note-paragraph: 24. ALL KITCHEN TO BE MECHANICALLY VENTED AND TO EXHAUST AT LEAST 2 CFM OF AIR PER SQUARE FEET OF FLOOR AREA, BUT IN NO CASE LESS THAN 150. SUCH AIR SHALL BE EXHAUSTED THROUGH DUCT OR CHIMNEY CONSTRUCTED IN ACCORDANCE WITH THE PROVISIONS OF ARTICLE 13 AND 15. (1457, 557, 1886, 584)
project-info-value: I-B (2069, 726, 2082, 738)
note-paragraph: 31. THE GENERAL CONTRACTOR SHALL PROVIDE ALL LABOR, MATERIALS, EQUIPMENT, AND SERVICES REQUIRED TO FURNISH AND INSTALL ALL OF THE WORK SHOWN AND DESCRIBED IN THESE CONTRACT DOCUMENTS. (70, 1009, 480, 1027)
project-info-value: YES (2062, 737, 2082, 749)
note-paragraph: 3. THE CONTRACT DRAWINGS INDICATE THE EXTENT AND GENERAL ARRANGEMENT OF THE SYSTEMS. IF ANY DEPARTURES FROM THE CONTRACT DRAWINGS ARE DEEMED NECESSARY BY THE CONTRACTOR, DUE TO CONFLICT WITH APPLICABLE CODES AND THE BEST PRACTICES OF THE TRADE, THE DETAILS OF SUCH DEPARTURES AND THE REASON THEREFORE SHALL BE SUBMITTED AS SOON AS POSSIBLE TO THE ARCHITECT FOR APPROVAL. NO SUCH DEPARTURES SHALL BE MADE WITHOUT PRIOR WRITTEN APPROVAL OF THE ARCHITECT. (70, 190, 506, 234)
title-divider (36, 96, 1910, 98)
note-paragraph: 2. ALL SMOKE DETECTOR MUST BE INSTALLED ON THE CEILING OR WALL OUTSIDE OF EACH ROOM USED FOR SLEEPING PURPOSES WITHIN 15'-0" FROM THE DOOR TO SUCH ROOM AND MUST COMPLY WITH NFPA 74-1980 & IN EACH ROOM USED FOR SLEEPING PURPOSES. (532, 285, 962, 312)
revision-cell: INITIAL DOB FILING (1988, 902, 2081, 925)
note-paragraph: 23. NO WORK SHALL COMMENCE UNTIL PLANS ARE APPROVED BY THE N.Y.C. DEPARTMENT OF BUILDINGS AND A PERMIT TO BUILD IS OBTAINED. (70, 821, 506, 840)
drawing-info-row (1912, 1426, 2092, 1443)
note-paragraph: 37. THE GENERAL CONTRACTOR IS RESPONSIBLE TO LOCATE ALL EXISTING UNDERGROUND UTILITIES AND CLEARLY MARK THEM PRIOR TO EXCAVATION AS REQUIRED BY GOVERNING AGENCIES AND TAKE ALL NECESSARY SAFETY PRECAUTIONS TO PROTECT THESE UTILITIES FROM DAMAGE OR DESTRUCTION. GENERAL CONTRACTOR ALSO RESPONSIBLE TO PROTECT ALL ADJOINING PROPERTIES BOTH PUBLIC AND PRIVATE AND TAKE ALL SAFETY PRECAUTIONS TO PROTECT THE HEALTH, SAFETY AND WELFARE OF THE IMMEDIATE AREA. (532, 161, 975, 205)
project-info-value: 1066657 (2045, 749, 2082, 761)
note-paragraph: 25. MECHANICAL VENTILATION SHALL ALSO COMPLY WITH SECTION 1206.0. (1457, 582, 1720, 592)
note-paragraph: 43. WATER SUPPLY RISERS SHALL BE 3/4" DIA. BRANCHES TO BE 1/2" DIA (995, 673, 1249, 683)
sheet-title-section (1912, 1248, 2092, 1318)
note-paragraph: 27. ALL ELEVATIONS SHALL BE REFERRED TO U.S. COAST AND GEODETIC SURVEY MEAN SEA LEVEL DATUM OF 1929 PER C26-1103. (70, 906, 510, 925)
project-info-row (1912, 669, 2092, 680)
project-info-value: II (2076, 703, 2082, 715)
owner-label: Project Owner & Address (1948, 485, 2056, 496)
scope-label: Project Scope (1972, 752, 2032, 763)
disclaimer-text: The architect shall not have control or charge of and shall not be responsible for construction means, methods, sequences, techniques, sequences or procedures, or for safety precautions and programs in connection with work, for the acts or omissions of the contractor, sub-contractors or any other persons performing any of the work, or for the failure of any of them to carry out the work in accordance with the contract documents. Written dimensions on these drawings shall have precedence over scaled dimensions; contractors shall verify and be responsible for all dimensions and conditions on the job and this office must be notified of any variations from the dimensions and conditions shown by these drawings. Shop details must be submitted to this office for review before proceeding with fabrication. (1912, 250, 2092, 360)
section-heading: SPECIALTIES NOTES (532, 384, 605, 394)
note-paragraph: 23. RAT PROOFING IN BUILDINGS OR BUILDING AREAS USED FOR STORAGE OF PREPARATION OF FOOD, THE OPENINGS IN WALLS, FLOORS, OR CEILINGS FOR THE PASSAGE OF PIPES SHALL BE CLOSED AND PROTECTED BY METAL COLLARS SECURELY FASTENED TO THE STRUCTURE. (995, 144, 1425, 171)
applicant-address (1912, 423, 2092, 475)
applicant-address-line: 5318 16th Avenue (1961, 424, 2043, 435)
note-paragraph: 11. HEATING SYSTEM DESIGN AND ALL PIPE INSTALLATION IS TO CONFORM TO THE NEW YORK CITY ENERGY CODE. (1457, 343, 1863, 353)
